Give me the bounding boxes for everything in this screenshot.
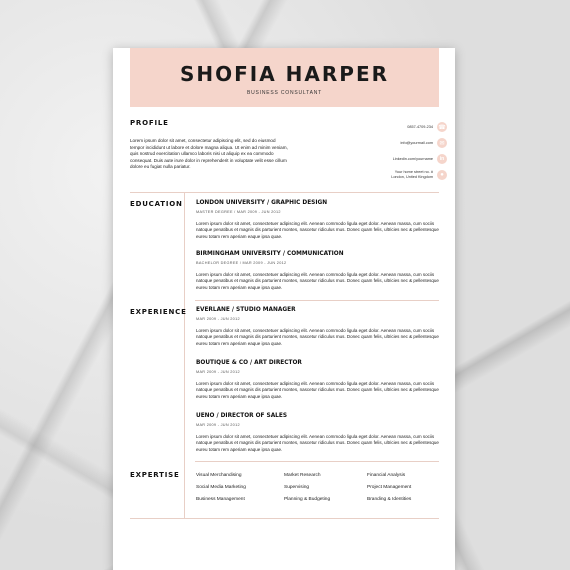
education-heading: EDUCATION: [130, 200, 183, 208]
experience-entry-3-sub: MAR 2009 - JUN 2012: [196, 423, 240, 427]
divider-profile: [130, 192, 439, 193]
experience-entry-3-desc: Lorem ipsum dolor sit amet, consectetuer adipiscing elit. Aenean commodo ligula eget dolor. Aenean massa, cum sociis natoque penatibus et magnis dis parturient montes, nascetur ridiculus mus. Donec quam felis, ultricies nec & pellentesque eureu totam rem aperiam eaque ipsa quae.: [196, 434, 439, 452]
email-text: info@yourmail.com: [400, 140, 433, 145]
location-icon: ●: [437, 170, 447, 180]
education-entry-1-sub: MASTER DEGREE / MAR 2009 - JUN 2012: [196, 210, 281, 214]
experience-entry-1-desc: Lorem ipsum dolor sit amet, consectetuer adipiscing elit. Aenean commodo ligula eget dolor. Aenean massa, cum sociis natoque penatibus et magnis dis parturient montes, nascetur ridiculus mus. Donec quam felis, ultricies nec & pellentesque eureu totam rem aperiam eaque ipsa quae.: [196, 328, 439, 346]
experience-entry-2-sub: MAR 2009 - JUN 2012: [196, 370, 240, 374]
education-entry-2-sub: BACHELOR DEGREE / MAR 2009 - JUN 2012: [196, 261, 287, 265]
expertise-heading: EXPERTISE: [130, 471, 180, 479]
divider-experience: [195, 461, 439, 462]
column-divider: [184, 192, 185, 519]
skill-item: Supervising: [284, 485, 310, 490]
resume-name: SHOFIA HARPER: [179, 62, 390, 86]
phone-icon: ☎: [437, 122, 447, 132]
contact-email: [400, 138, 447, 148]
skill-item: Financial Analysis: [367, 473, 406, 478]
address-line1: Your home street no. #: [394, 170, 433, 175]
education-entry-2-title: BIRMINGHAM UNIVERSITY / COMMUNICATION: [196, 251, 344, 257]
education-entry-2-desc: Lorem ipsum dolor sit amet, consectetuer adipiscing elit. Aenean commodo ligula eget dolor. Aenean massa, cum sociis natoque penatibus et magnis dis parturient montes, nascetur ridiculus mus. Donec quam felis, ultricies nec & pellentesque eureu totam rem aperiam eaque ipsa quae.: [196, 272, 439, 290]
experience-entry-2-desc: Lorem ipsum dolor sit amet, consectetuer adipiscing elit. Aenean commodo ligula eget dolor. Aenean massa, cum sociis natoque penatibus et magnis dis parturient montes, nascetur ridiculus mus. Donec quam felis, ultricies nec & pellentesque eureu totam rem aperiam eaque ipsa quae.: [196, 381, 439, 399]
linkedin-text: Linkedin.com/yourname: [392, 156, 433, 161]
contact-address: [391, 170, 447, 180]
resume-sheet: [113, 48, 455, 570]
skill-item: Project Management: [367, 485, 412, 490]
experience-entry-2-title: BOUTIQUE & CO / ART DIRECTOR: [196, 360, 302, 366]
resume-role: BUSINESS CONSULTANT: [246, 90, 323, 96]
phone-text: 0857-4709-234: [407, 124, 433, 129]
contact-phone: [407, 122, 447, 132]
skill-item: Social Media Marketing: [196, 485, 246, 490]
experience-entry-1-title: EVERLANE / STUDIO MANAGER: [196, 307, 296, 313]
experience-entry-3-title: UENO / DIRECTOR OF SALES: [196, 413, 288, 419]
experience-heading: EXPERIENCE: [130, 308, 187, 316]
skill-item: Business Management: [196, 497, 245, 502]
divider-expertise: [130, 518, 439, 519]
profile-text: Lorem ipsum dolor sit amet, consectetur adipiscing elit, sed do eiusmod tempor incididunt ut labore et dolore magna aliqua. Ut enim ad minim veniam, quis nostrud exercitation ullamco laboris nisi ut aliquip ex ea commodo consequat. Duis aute irure dolor in reprehenderit in voluptate velit esse cillum dolore eu fugiat nulla pariatur.: [130, 138, 288, 170]
education-entry-1-desc: Lorem ipsum dolor sit amet, consectetuer adipiscing elit. Aenean commodo ligula eget dolor. Aenean massa, cum sociis natoque penatibus et magnis dis parturient montes, nascetur ridiculus mus. Donec quam felis, ultricies nec & pellentesque eureu totam rem aperiam eaque ipsa quae.: [196, 221, 439, 239]
address-line2: London, United Kingdom: [391, 175, 433, 179]
profile-heading: PROFILE: [130, 119, 169, 127]
education-entry-1-title: LONDON UNIVERSITY / GRAPHIC DESIGN: [196, 200, 328, 206]
header-banner: [130, 48, 439, 107]
skill-item: Market Research: [284, 473, 321, 478]
skill-item: Branding & Identities: [367, 497, 412, 502]
skill-item: Planning & Budgeting: [284, 497, 331, 502]
skill-item: Visual Merchandising: [196, 473, 242, 478]
divider-education: [195, 300, 439, 301]
mail-icon: ✉: [437, 138, 447, 148]
contact-linkedin: [393, 154, 447, 164]
linkedin-icon: in: [437, 154, 447, 164]
experience-entry-1-sub: MAR 2009 - JUN 2012: [196, 317, 240, 321]
